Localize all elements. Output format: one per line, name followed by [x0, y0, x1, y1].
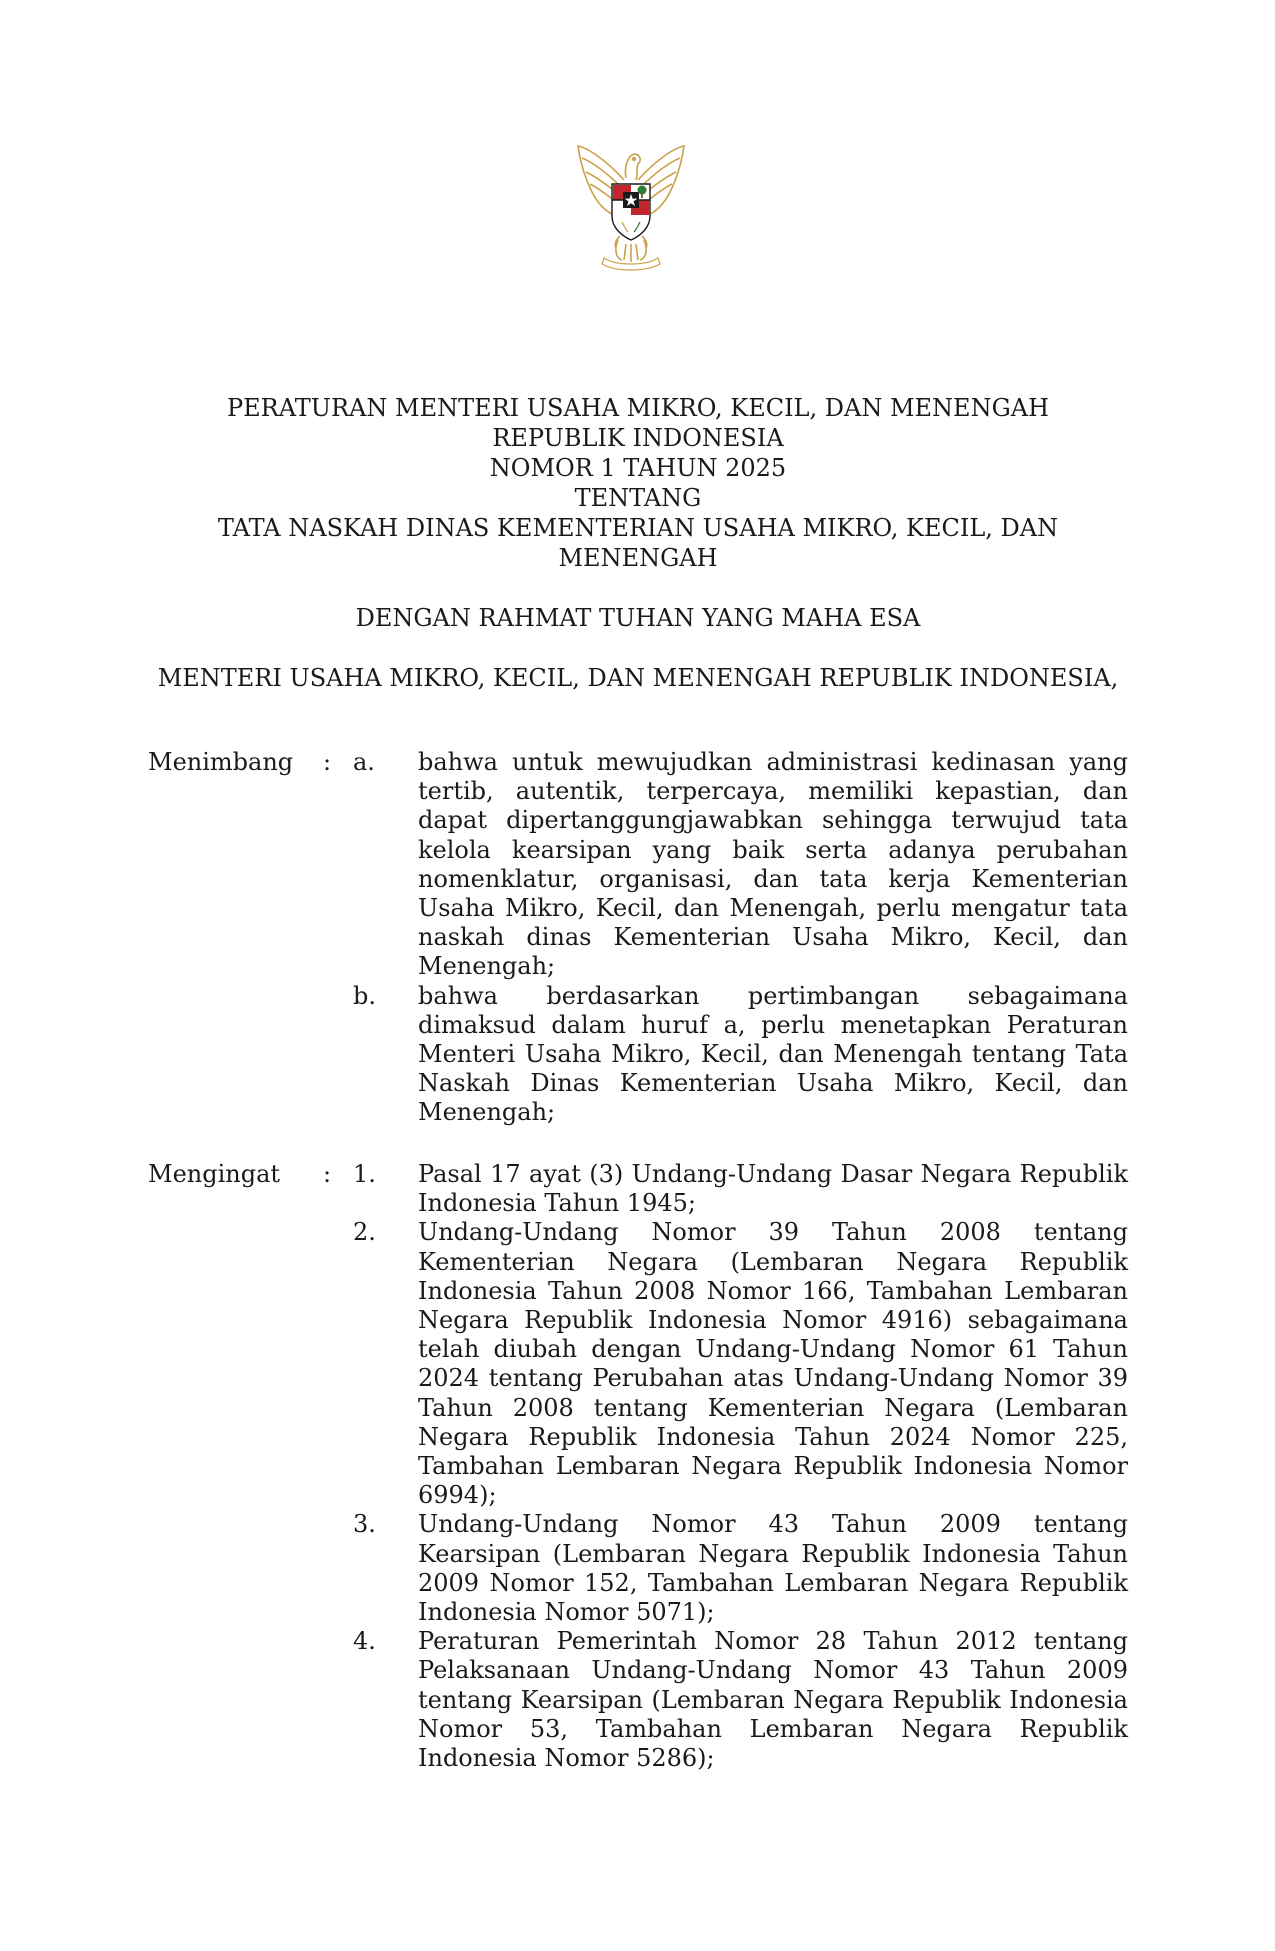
mengingat-item — [353, 1627, 1128, 1773]
item-text: Undang-Undang Nomor 43 Tahun 2009 tentang Kearsipan (Lembaran Negara Republik Indonesia Tahun 2009 Nomor 152, Tambahan Lembaran Negara Republik Indonesia Nomor 5071); — [418, 1510, 1128, 1627]
item-marker: 2. — [353, 1218, 376, 1247]
title-line-4: TENTANG — [574, 484, 702, 512]
regulation-title-block — [148, 393, 1128, 693]
mengingat-item — [353, 1218, 1128, 1510]
mengingat-label: Mengingat — [148, 1160, 281, 1188]
item-marker: a. — [353, 748, 375, 776]
title-line-3: NOMOR 1 TAHUN 2025 — [489, 454, 787, 482]
menimbang-section — [148, 748, 1128, 1128]
item-text: Pasal 17 ayat (3) Undang-Undang Dasar Negara Republik Indonesia Tahun 1945; — [418, 1160, 1128, 1218]
title-line-2: REPUBLIK INDONESIA — [492, 424, 784, 452]
blessing-line: DENGAN RAHMAT TUHAN YANG MAHA ESA — [355, 604, 921, 632]
pancasila-shield — [612, 184, 650, 240]
garuda-emblem — [566, 140, 696, 280]
menimbang-item — [353, 748, 1128, 982]
item-marker: 1. — [353, 1160, 376, 1188]
menimbang-item — [353, 982, 1128, 1128]
mengingat-item — [353, 1160, 1128, 1218]
item-text: Undang-Undang Nomor 39 Tahun 2008 tentang Kementerian Negara (Lembaran Negara Republik Indonesia Tahun 2008 Nomor 166, Tambahan Lembaran Negara Republik Indonesia Nomor 4916) sebagaimana telah diubah dengan Undang-Undang Nomor 61 Tahun 2024 tentang Perubahan atas Undang-Undang Nomor 39 Tahun 2008 tentang Kementerian Negara (Lembaran Negara Republik Indonesia Tahun 2024 Nomor 225, Tambahan Lembaran Negara Republik Indonesia Nomor 6994); — [418, 1218, 1128, 1510]
mengingat-section — [148, 1160, 1128, 1773]
item-text: bahwa berdasarkan pertimbangan sebagaimana dimaksud dalam huruf a, perlu menetapkan Peraturan Menteri Usaha Mikro, Kecil, dan Menengah tentang Tata Naskah Dinas Kementerian Usaha Mikro, Kecil, dan Menengah; — [418, 981, 1128, 1127]
mengingat-colon: : — [323, 1160, 332, 1188]
item-marker: 3. — [353, 1510, 376, 1539]
minister-line: MENTERI USAHA MIKRO, KECIL, DAN MENENGAH REPUBLIK INDONESIA, — [157, 664, 1119, 692]
title-line-1: PERATURAN MENTERI USAHA MIKRO, KECIL, DAN MENENGAH — [226, 394, 1050, 422]
title-line-6: MENENGAH — [558, 544, 718, 572]
title-line-5: TATA NASKAH DINAS KEMENTERIAN USAHA MIKRO, KECIL, DAN — [217, 514, 1059, 542]
item-text: bahwa untuk mewujudkan administrasi kedinasan yang tertib, autentik, terpercaya, memiliki kepastian, dan dapat dipertanggungjawabkan sehingga terwujud tata kelola kearsipan yang baik serta adanya perubahan nomenklatur, organisasi, dan tata kerja Kementerian Usaha Mikro, Kecil, dan Menengah, perlu mengatur tata naskah dinas Kementerian Usaha Mikro, Kecil, dan Menengah; — [418, 748, 1128, 981]
item-marker: 4. — [353, 1627, 376, 1656]
menimbang-label: Menimbang — [148, 748, 294, 776]
menimbang-colon: : — [323, 748, 332, 776]
item-text: Peraturan Pemerintah Nomor 28 Tahun 2012 tentang Pelaksanaan Undang-Undang Nomor 43 Tahun 2009 tentang Kearsipan (Lembaran Negara Republik Indonesia Nomor 53, Tambahan Lembaran Negara Republik Indonesia Nomor 5286); — [418, 1627, 1128, 1773]
item-marker: b. — [353, 981, 376, 1010]
mengingat-item — [353, 1510, 1128, 1627]
